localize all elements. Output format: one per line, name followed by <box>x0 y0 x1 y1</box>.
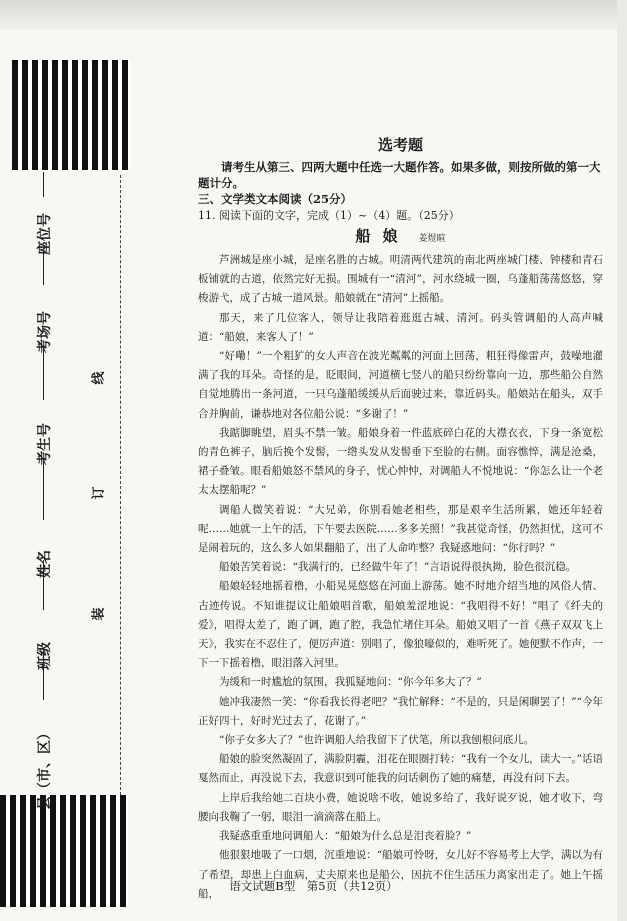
story-paragraph: “你子女多大了？”也许调船人给我留下了伏笔，所以我刨根问底儿。 <box>219 734 535 747</box>
story-paragraph: 他狠狠地吸了一口烟，沉重地说：“船娘可怜呀，女儿好不容易考上大学，满以为有了希望，却患上白血病，丈夫原来也是船公，因抗不住生活压力离家出走了。她上午摇船， <box>198 849 603 900</box>
exam-content <box>198 134 603 904</box>
story-paragraph: 那天，来了几位客人，领导让我陪着逛逛古城、清河。码头管调船的人高声喊道：“船娘，来客人了！” <box>198 311 603 343</box>
subsection-title: 三、文学类文本阅读（25分） <box>198 192 353 206</box>
class-label: 班级 <box>37 642 53 670</box>
story-paragraph: 船娘苦笑着说：“我满行的，已经做牛年了！”言语说得很执拗，脸色很沉稳。 <box>219 561 577 574</box>
story-paragraph: 上岸后我给她二百块小费，她说啥不收，她说多给了，我好说歹说，她才收下，弯腰向我鞠了一躬，眼泪一滴滴落在船上。 <box>198 791 603 823</box>
candidate-number-blank[interactable] <box>43 345 44 400</box>
seat-number-blank[interactable] <box>43 172 44 197</box>
cut-mark-bind: 订 <box>91 486 107 500</box>
candidate-number-label: 考生号 <box>37 423 53 465</box>
exam-room-blank[interactable] <box>43 250 44 285</box>
section-instruction: 请考生从第三、四两大题中任选一大题作答。如果多做，则按所做的第一大题计分。 <box>198 160 601 190</box>
cut-mark-install: 装 <box>91 607 107 621</box>
story-paragraph: “好嘞！”一个粗犷的女人声音在波光粼粼的河面上回荡，粗狂得像雷声，鼓噪地灌满了我的耳朵。奇怪的是，眨眼间，河道横七竖八的船只纷纷靠向一边，那些船公自然自觉地腾出一条河道，一只乌蓬船缓缓从后面驶过来，靠近码头。船娘站在船头，双手合并胸前，谦恭地对各位船公说：“多谢了！” <box>198 350 603 420</box>
story-paragraph: 为缓和一时尴尬的氛围，我狐疑地问：“你今年多大了？” <box>219 676 482 689</box>
cut-mark-line: 线 <box>91 371 107 385</box>
story-body <box>198 251 603 904</box>
scan-edge-top <box>0 0 627 30</box>
story-paragraph: 芦洲城是座小城，是座名胜的古城。明清两代建筑的南北两座城门楼、钟楼和青石板铺就的古道，依然完好无损。围城有一“清河”，河水绕城一圈，乌蓬船荡荡悠悠，穿梭游弋，成了古城一道风景。船娘就在“清河”上摇船。 <box>198 254 603 305</box>
county-label: 县（市、区） <box>37 726 53 810</box>
section-title: 选考题 <box>377 136 423 154</box>
binding-stripes-top <box>12 60 130 170</box>
binding-cut-line <box>120 175 121 795</box>
story-paragraph: 她冲我凄然一笑：“你看我长得老吧？”我忙解释：“不是的，只是闲聊罢了！”“今年正好四十，好时光过去了，花谢了。” <box>198 695 603 727</box>
seat-number-label: 座位号 <box>37 213 53 255</box>
story-author: 姜煜暄 <box>418 234 446 244</box>
exam-room-label: 考场号 <box>37 311 53 353</box>
class-blank[interactable] <box>43 560 44 610</box>
question-prompt: 11. 阅读下面的文字，完成（1）~（4）题。（25分） <box>198 209 460 222</box>
story-paragraph: 我踮脚眺望，眉头不禁一皱。船娘身着一件蓝底碎白花的大襟衣衣，下身一条宽松的青色裤子，脑后挽个发髻，一绺头发从发髻垂下至脸的右侧。面容憔悴，满是沧桑，裙子叠皱。眼看船娘怒不禁风的身子，忧心忡忡，对调船人不悦地说：“你怎么让一个老太太摆船呢？” <box>198 426 603 497</box>
story-paragraph: 船娘的脸突然凝固了，满脸阴霾，泪花在眼圈打转：“我有一个女儿，读大一。”话语戛然而止，再没说下去，我意识到可能我的问话刺伤了她的痛楚，再没有问下去。 <box>198 753 603 785</box>
story-paragraph: 调船人微笑着说：“大兄弟，你别看她老相些，那是艰辛生活所累，她还年轻着呢……她就一上午的活，下午要去医院……多多关照！”我甚觉奇怪，仍然担忧，这可不是闹着玩的，这么多人如果翻船了，出了人命咋整？我疑惑地问：“你行吗？” <box>198 503 603 555</box>
scan-edge-right <box>617 0 627 921</box>
story-paragraph: 我疑惑重重地问调船人：“船娘为什么总是泪丧着脸？” <box>219 830 472 843</box>
story-heading <box>198 226 603 249</box>
story-paragraph: 船娘轻轻地摇着橹，小船晃晃悠悠在河面上游荡。她不时地介绍当地的风俗人情、古迹传说。不知谁提议让船娘唱首歌，船娘羞涩地说：“我唱得不好！”唱了《纤夫的爱》，唱得太差了，跑了调，跑了腔，我急忙堵住耳朵。船娘又唱了一首《燕子双双飞上天》，我实在不忍住了，便厉声道：别唱了，像狼嚎似的，难听死了。她便默不作声，一下一下摇着橹，眼泪落入河里。 <box>198 580 603 670</box>
name-blank[interactable] <box>43 460 44 520</box>
name-label: 姓名 <box>37 550 53 578</box>
story-title: 船娘 <box>355 227 410 245</box>
county-blank[interactable] <box>43 650 44 700</box>
page-footer: 语文试题B型 第5页（共12页） <box>229 879 398 893</box>
